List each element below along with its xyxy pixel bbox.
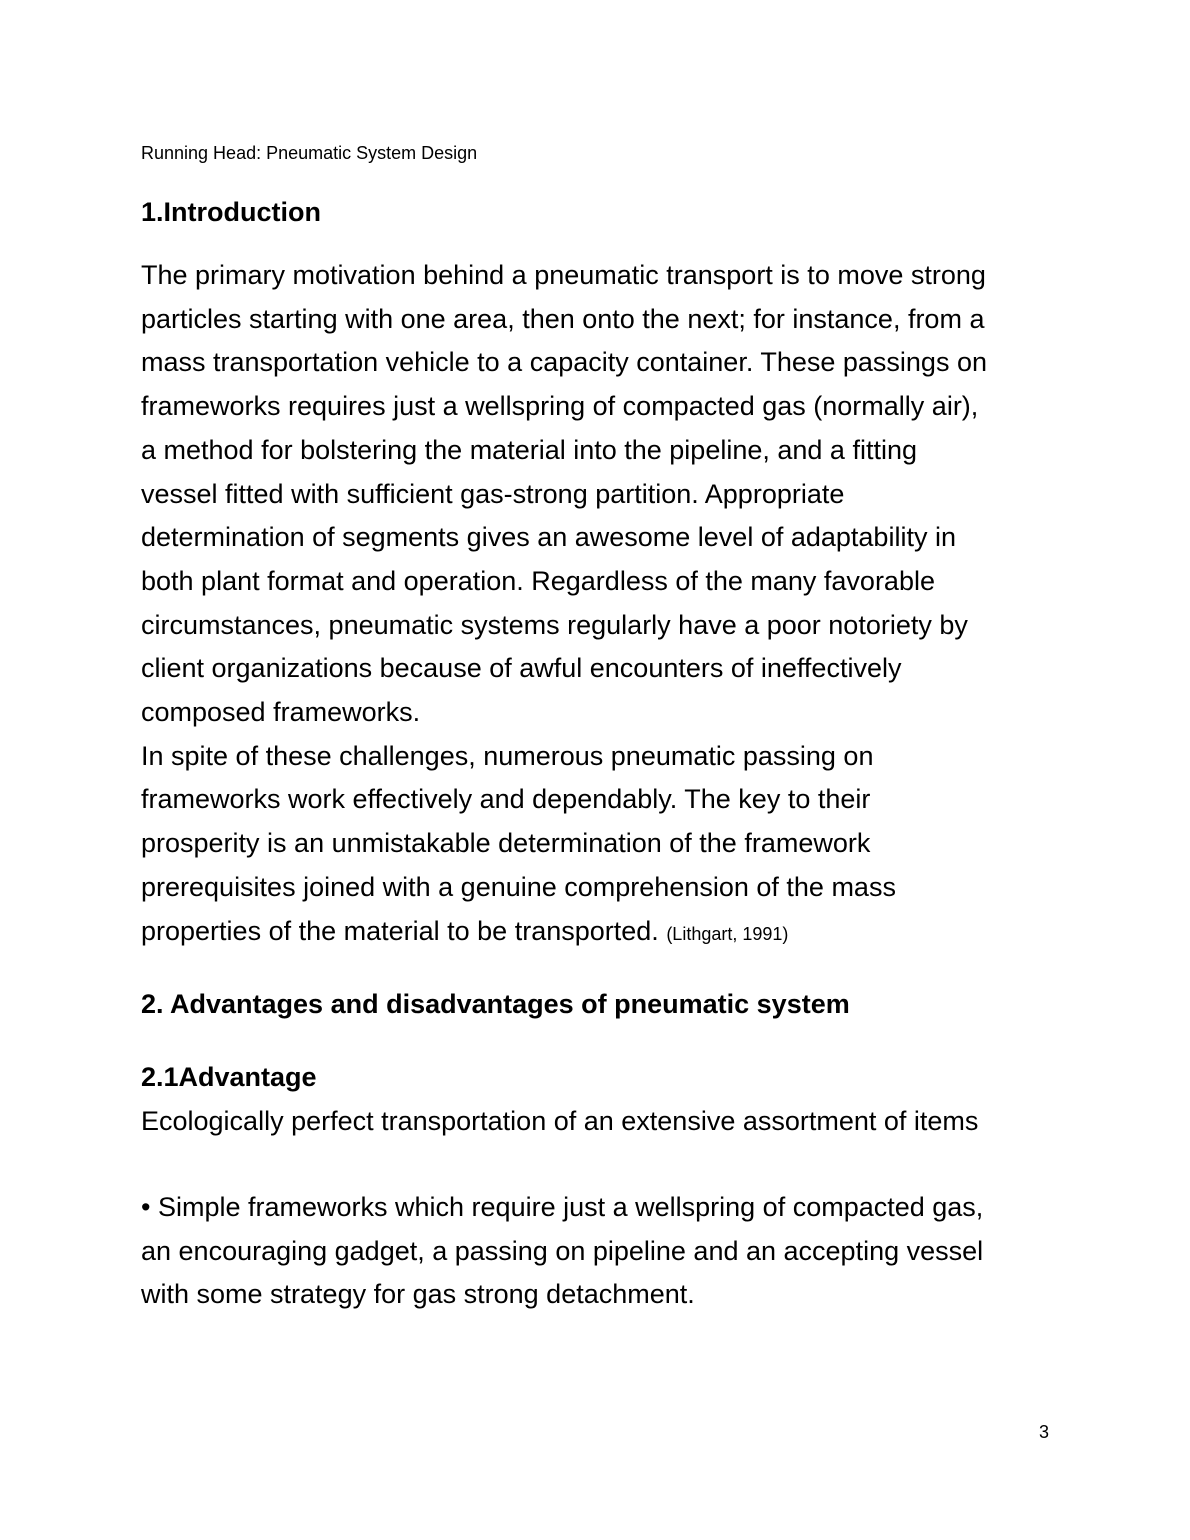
section-heading-advantages-disadvantages: 2. Advantages and disadvantages of pneumatic system: [141, 989, 850, 1019]
running-head: Running Head: Pneumatic System Design: [141, 143, 478, 163]
introduction-paragraph: [141, 254, 1061, 956]
citation: (Lithgart, 1991): [666, 923, 789, 944]
section-heading-introduction: 1.Introduction: [141, 197, 321, 227]
subsection-heading-advantage: 2.1Advantage: [141, 1062, 317, 1092]
paragraph-line: particles starting with one area, then onto the next; for instance, from a: [141, 303, 985, 334]
bullet-line: an encouraging gadget, a passing on pipeline and an accepting vessel: [141, 1235, 984, 1266]
advantage-intro-line: Ecologically perfect transportation of an extensive assortment of items: [141, 1106, 979, 1136]
paragraph-line: both plant format and operation. Regardless of the many favorable: [141, 565, 935, 596]
paragraph-line: prosperity is an unmistakable determination of the framework: [141, 828, 871, 859]
bullet-item: [141, 1186, 1061, 1317]
advantage-intro: [141, 1103, 1061, 1139]
paragraph-line: circumstances, pneumatic systems regularly have a poor notoriety by: [141, 609, 968, 640]
paragraph-line: In spite of these challenges, numerous pneumatic passing on: [141, 740, 874, 771]
paragraph-line: prerequisites joined with a genuine comprehension of the mass: [141, 871, 896, 902]
paragraph-line: composed frameworks.: [141, 697, 421, 728]
paragraph-line: a method for bolstering the material into the pipeline, and a fitting: [141, 434, 917, 465]
paragraph-line-last: [141, 910, 1061, 957]
page-number: 3: [1039, 1422, 1050, 1442]
bullet-line: with some strategy for gas strong detachment.: [141, 1279, 695, 1310]
paragraph-line: The primary motivation behind a pneumatic transport is to move strong: [141, 260, 986, 290]
paragraph-line: determination of segments gives an awesome level of adaptability in: [141, 522, 956, 553]
paragraph-line: client organizations because of awful encounters of ineffectively: [141, 653, 902, 684]
paragraph-line: frameworks work effectively and dependably. The key to their: [141, 784, 871, 815]
bullet-line: • Simple frameworks which require just a wellspring of compacted gas,: [141, 1192, 984, 1222]
paragraph-line: frameworks requires just a wellspring of compacted gas (normally air),: [141, 391, 979, 422]
paragraph-line: vessel fitted with sufficient gas-strong partition. Appropriate: [141, 478, 845, 509]
paragraph-line: mass transportation vehicle to a capacity container. These passings on: [141, 347, 987, 378]
paragraph-line-text: properties of the material to be transported.: [141, 915, 659, 946]
